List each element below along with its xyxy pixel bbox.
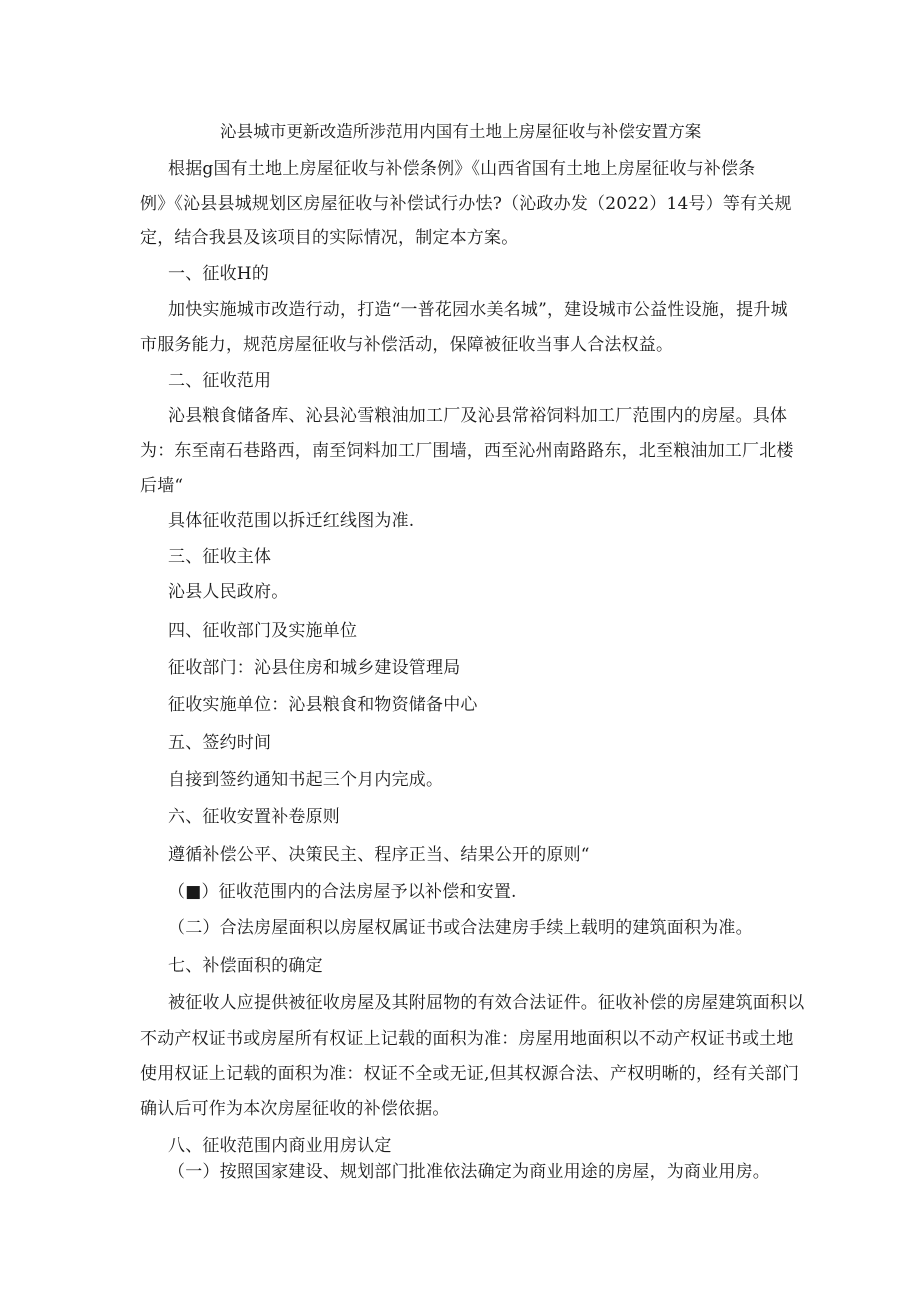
intro-line-3: 定，结合我县及该项目的实际情况，制定本方案。 [140, 228, 519, 248]
section-2-note: 具体征收范围以拆迁红线图为准. [168, 511, 415, 531]
section-7-line-1: 被征收人应提供被征收房屋及其附屈物的有效合法证件。征收补偿的房屋建筑面积以 [168, 993, 805, 1013]
intro-line-2: 例》《沁县县城规划区房屋征收与补偿试行办怯?（沁政办发（2022）14号）等有关规 [140, 194, 792, 214]
section-4-dept: 征收部门：沁县住房和城乡建设管理局 [168, 658, 461, 678]
section-2-heading: 二、征收范用 [168, 371, 272, 391]
section-3-body: 沁县人民政府。 [168, 582, 289, 602]
section-7-line-2: 不动产权证书或房屋所有权证上记载的面积为准：房屋用地面积以不动产权证书或土地 [140, 1029, 794, 1049]
document-title: 沁县城市更新改造所涉范用内国有土地上房屋征收与补偿安置方案 [220, 122, 702, 141]
section-5-heading: 五、签约时间 [168, 733, 272, 753]
section-7-line-4: 确认后可作为本次房屋征收的补偿依据。 [140, 1099, 450, 1119]
section-2-line-2: 为：东至南石巷路西，南至饲料加工厂围墙，西至沁州南路路东，北至粮油加工厂北楼 [140, 441, 794, 461]
section-1-line-1: 加快实施城市改造行动，打造“一普花园水美名城”，建设城市公益性设施，提升城 [168, 300, 788, 320]
section-7-heading: 七、补偿面积的确定 [168, 956, 323, 976]
section-7-line-3: 使用权证上记载的面积为准：权证不全或无证,但其权源合法、产权明晰的，经有关部门 [140, 1064, 800, 1084]
section-5-body: 自接到签约通知书起三个月内完成。 [168, 770, 444, 790]
section-2-line-1: 沁县粮食储备库、沁县沁雪粮油加工厂及沁县常裕饲料加工厂范围内的房屋。具体 [168, 406, 788, 426]
section-2-line-3: 后墙“ [140, 476, 184, 496]
section-1-heading: 一、征收H的 [168, 264, 270, 284]
section-8-heading: 八、征收范围内商业用房认定 [168, 1136, 392, 1156]
intro-line-1: 根据g国有土地上房屋征收与补偿条例》《山西省国有土地上房屋征收与补偿条 [168, 159, 756, 179]
section-6-body: 遵循补偿公平、决策民主、程序正当、结果公开的原则“ [168, 845, 590, 865]
section-6-item-2: （二）合法房屋面积以房屋权属证书或合法建房手续上载明的建筑面积为准。 [168, 918, 753, 938]
section-4-heading: 四、征收部门及实施单位 [168, 621, 358, 641]
section-4-unit: 征收实施单位：沁县粮食和物资储备中心 [168, 695, 478, 715]
section-1-line-2: 市服务能力，规范房屋征收与补偿活动，保障被征收当事人合法权益。 [140, 335, 674, 355]
section-6-heading: 六、征收安置补卷原则 [168, 807, 340, 827]
section-3-heading: 三、征收主体 [168, 547, 272, 567]
section-8-item-1: （一）按照国家建设、规划部门批准依法确定为商业用途的房屋，为商业用房。 [168, 1162, 770, 1182]
section-6-item-1: （■）征收范围内的合法房屋予以补偿和安置. [168, 882, 517, 902]
